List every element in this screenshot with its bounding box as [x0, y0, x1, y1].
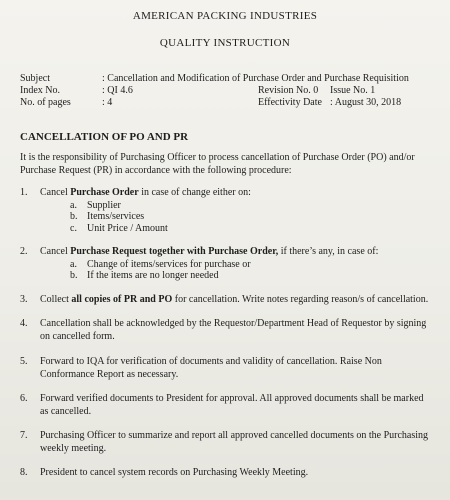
- company-name: AMERICAN PACKING INDUSTRIES: [132, 10, 318, 22]
- step-number: 5.: [20, 356, 28, 367]
- sub-list: [70, 259, 430, 282]
- step-text: if there’s any, in case of:: [278, 246, 379, 257]
- sub-item: [70, 259, 430, 271]
- step-number: 7.: [20, 430, 28, 441]
- sub-item: [70, 223, 430, 235]
- step-text: Collect: [40, 293, 72, 305]
- sub-letter: a.: [70, 199, 77, 211]
- effectivity-label: Effectivity Date: [258, 97, 322, 108]
- step-text: Forward verified documents to President for approval. All approved documents shall be marked as cancelled.: [40, 393, 424, 417]
- sub-text: Unit Price / Amount: [87, 222, 168, 234]
- step-number: 8.: [20, 467, 28, 478]
- intro-paragraph: It is the responsibility of Purchasing Officer to process cancellation of Purchase Order (PO) and/or Purchase Request (PR) in accordance with the following procedure:: [20, 152, 415, 176]
- sub-letter: b.: [70, 211, 78, 222]
- step-text: Cancel: [40, 246, 71, 257]
- procedure-step: [20, 393, 430, 418]
- effectivity-value: : August 30, 2018: [330, 97, 402, 108]
- step-emphasis: Purchase Request together with Purchase Order,: [70, 246, 279, 257]
- sub-text: Supplier: [87, 199, 121, 211]
- step-text: Cancel: [40, 187, 71, 198]
- revision-label: Revision No. 0: [258, 85, 319, 96]
- step-emphasis: all copies of PR and PO: [71, 293, 173, 305]
- sub-list: [70, 200, 430, 235]
- index-value: : QI 4.6: [102, 85, 133, 96]
- sub-letter: a.: [70, 258, 77, 270]
- section-title: CANCELLATION OF PO AND PR: [20, 131, 189, 143]
- sub-text: Change of items/services for purchase or: [87, 258, 251, 270]
- procedure-step: [20, 430, 430, 455]
- sub-letter: b.: [70, 270, 78, 281]
- step-text: Purchasing Officer to summarize and report all approved cancelled documents on the Purchasing weekly meeting.: [40, 430, 429, 454]
- procedure-step: [20, 318, 430, 343]
- step-number: 6.: [20, 393, 28, 404]
- procedure-step: [20, 467, 430, 480]
- step-text: Cancellation shall be acknowledged by the Requestor/Department Head of Requestor by signing on cancelled form.: [40, 318, 427, 342]
- step-emphasis: Purchase Order: [70, 187, 139, 198]
- step-text: Forward to IQA for verification of documents and validity of cancellation. Raise Non Conformance Report as necessary.: [40, 356, 382, 380]
- sub-item: [70, 211, 430, 223]
- procedure-step: [20, 246, 430, 282]
- step-number: 4.: [20, 318, 28, 329]
- step-number: 2.: [20, 246, 28, 257]
- sub-text: If the items are no longer needed: [87, 270, 219, 281]
- pages-value: : 4: [102, 97, 113, 108]
- sub-item: [70, 270, 430, 282]
- procedure-step: [20, 187, 430, 234]
- sub-text: Items/services: [87, 211, 145, 222]
- step-number: 1.: [20, 187, 28, 198]
- procedure-step: [20, 294, 430, 307]
- sub-letter: c.: [70, 222, 77, 234]
- step-text: President to cancel system records on Purchasing Weekly Meeting.: [40, 467, 309, 478]
- step-text: in case of change either on:: [138, 187, 251, 198]
- document-meta: [20, 73, 430, 119]
- step-text: for cancellation. Write notes regarding reason/s of cancellation.: [172, 293, 429, 305]
- procedure-list: [20, 187, 430, 480]
- document-type: QUALITY INSTRUCTION: [159, 37, 291, 49]
- subject-label: Subject: [20, 73, 50, 84]
- sub-item: [70, 200, 430, 212]
- procedure-step: [20, 356, 430, 381]
- issue-label: Issue No. 1: [330, 85, 376, 96]
- index-label: Index No.: [20, 85, 60, 96]
- pages-label: No. of pages: [20, 97, 71, 108]
- step-number: 3.: [20, 293, 28, 305]
- subject-value: : Cancellation and Modification of Purchase Order and Purchase Requisition: [102, 73, 409, 84]
